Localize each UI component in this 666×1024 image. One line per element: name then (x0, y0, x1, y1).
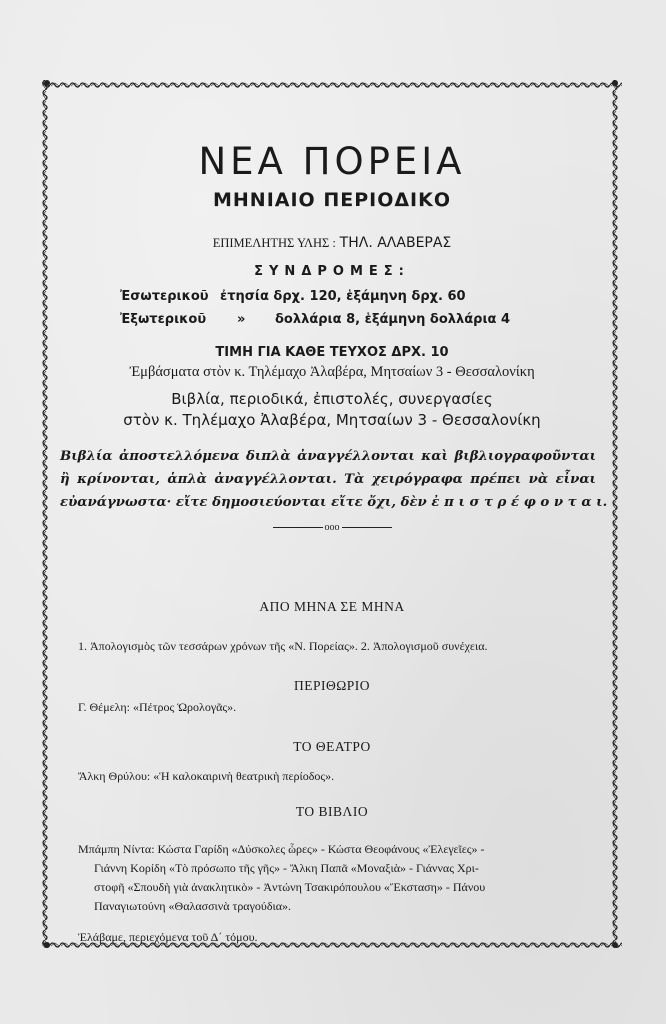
toc-received-note: Ἐλάβαμε, περιεχόμενα τοῦ Δ΄ τόμου. (78, 930, 258, 944)
editor-line (62, 235, 602, 252)
section-divider (62, 522, 602, 533)
heading-book: ΤΟ ΒΙΒΛΙΟ (295, 804, 369, 819)
divider-ornament: ooo (324, 522, 340, 533)
remittance-address: Ἐμβάσματα στὸν κ. Τηλέμαχο Ἀλαβέρα, Μητσαίων 3 - Θεσσαλονίκη (129, 364, 535, 380)
page-content (60, 130, 608, 947)
divider-line-left (273, 527, 323, 528)
notice-line-2: ἢ κρίνονται, ἁπλὰ ἀναγγέλλονται. Τὰ χειρόγραφα πρέπει νὰ εἶναι (60, 472, 596, 487)
notice-line-1: Βιβλία ἀποστελλόμενα διπλὰ ἀναγγέλλονται καὶ βιβλιογραφοῦνται (60, 449, 596, 464)
foreign-ditto: » (237, 312, 246, 327)
book-entry-line-4: Παναγιωτούνη «Θαλασσινὰ τραγούδια». (94, 899, 292, 913)
toc-essays-entry: 1. Ἀπολογισμὸς τῶν τεσσάρων χρόνων τῆς «Ν. Πορείας». 2. Ἀπολογισμοῦ συνέχεια. (78, 639, 488, 653)
correspondence-line-2: στὸν κ. Τηλέμαχο Ἀλαβέρα, Μητσαίων 3 - Θεσσαλονίκη (123, 411, 541, 429)
toc-book-entry (78, 840, 602, 916)
heading-theatre: ΤΟ ΘΕΑΤΡΟ (293, 739, 371, 754)
toc-margin-entry: Γ. Θέμελη: «Πέτρος Ὡρολογᾶς». (78, 700, 237, 714)
masthead-title: ΝΕΑ ΠΟΡΕΙΑ (198, 140, 466, 183)
price-per-issue: ΤΙΜΗ ΓΙΑ ΚΑΘΕ ΤΕΥΧΟΣ ΔΡΧ. 10 (215, 345, 449, 360)
foreign-label: Ἐξωτερικοῦ (120, 312, 207, 327)
domestic-label: Ἐσωτερικοῦ (120, 289, 209, 304)
toc-theatre-entry: Ἄλκη Θρύλου: «Ἡ καλοκαιρινὴ θεατρικὴ περίοδος». (78, 769, 335, 783)
domestic-price: ἐτησία δρχ. 120, ἑξάμηνη δρχ. 60 (220, 289, 466, 304)
submission-notice (60, 445, 608, 514)
editor-label: ΕΠΙΜΕΛΗΤΗΣ ΥΛΗΣ : (212, 236, 336, 250)
heading-margin: ΠΕΡΙΘΩΡΙΟ (293, 678, 371, 693)
heading-from-month-to-month: ΑΠΟ ΜΗΝΑ ΣΕ ΜΗΝΑ (259, 599, 405, 614)
notice-line-3: εὐανάγνωστα· εἴτε δημοσιεύονται εἴτε ὄχι, δὲν ἐ π ι σ τ ρ έ φ ο ν τ α ι. (60, 495, 608, 510)
subscription-foreign (62, 312, 602, 333)
correspondence-address (62, 389, 602, 431)
editor-name: ΤΗΛ. ΑΛΑΒΕΡΑΣ (339, 235, 452, 251)
divider-line-right (342, 527, 392, 528)
book-entry-line-3: στοφῆ «Σπουδὴ γιὰ ἀνακλητικὸ» - Ἀντώνη Τσακιρόπουλου «Ἔκσταση» - Πάνου (94, 880, 486, 894)
book-entry-line-2: Γιάννη Κορίδη «Τὸ πρόσωπο τῆς γῆς» - Ἄλκη Παπᾶ «Μοναξιὰ» - Γιάννας Χρι- (94, 861, 479, 875)
book-entry-line-1: Μπάμπη Νίντα: Κώστα Γαρίδη «Δύσκολες ὧρες» - Κώστα Θεοφάνους «Ἐλεγεῖες» - (78, 842, 485, 856)
subscriptions-heading: ΣΥΝΔΡΟΜΕΣ: (254, 264, 410, 279)
foreign-price: δολλάρια 8, ἑξάμηνη δολλάρια 4 (275, 312, 511, 327)
masthead-subtitle: ΜΗΝΙΑΙΟ ΠΕΡΙΟΔΙΚΟ (213, 189, 451, 211)
correspondence-line-1: Βιβλία, περιοδικά, ἐπιστολές, συνεργασίες (171, 390, 493, 408)
subscription-domestic (62, 289, 602, 310)
